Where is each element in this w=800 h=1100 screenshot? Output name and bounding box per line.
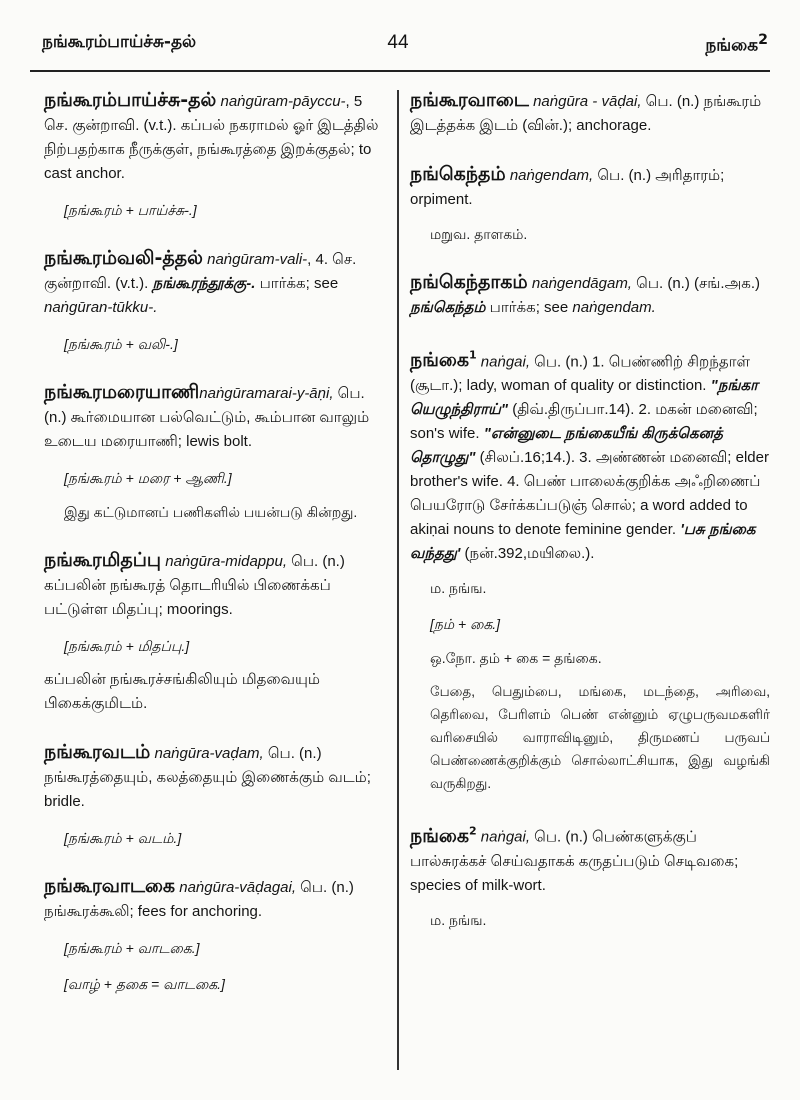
- definition-see: பார்க்க; see: [255, 275, 339, 292]
- malayalam-cognate: ம. நங்ங.: [430, 580, 487, 597]
- headword: நங்கை$^2$: [410, 824, 477, 847]
- headword: நங்கெந்தாகம்: [410, 271, 528, 293]
- etymology-secondary: [வாழ் + தகை = வாடகை.]: [64, 976, 225, 992]
- transliteration: naṅgendāgam,: [531, 275, 632, 292]
- definition-see: பார்க்க; see: [485, 299, 573, 316]
- headword: நங்கூரவடம்: [44, 741, 151, 763]
- header-right-guideword: நங்கை$^2$: [705, 32, 768, 56]
- entry-nangai-1: [410, 344, 770, 795]
- definition: பெ. (n.) கப்பலின் நங்கூரத் தொடரியில் பிணைக்கப் பட்டுள்ள மிதப்பு; moorings.: [44, 553, 345, 618]
- entry-nangendam: [410, 162, 770, 246]
- entry-nankuravadagai: [44, 874, 384, 996]
- entry-nankuravadam: [44, 740, 384, 850]
- entry-nankuramidappu: [44, 548, 384, 716]
- transliteration: naṅgūra - vāḍai,: [533, 93, 642, 110]
- entry-body: [44, 874, 384, 924]
- headword: நங்கூரம்வலி-த்தல்: [44, 247, 203, 269]
- definition: பெ. (n.) நங்கூரத்தையும், கலத்தையும் இணைக்கும் வடம்; bridle.: [44, 745, 371, 810]
- usage-note: கப்பலின் நங்கூரச்சங்கிலியும் மிதவையும் பிகைக்குமிடம்.: [44, 671, 320, 712]
- transliteration: naṅgūramarai-y-āṇi,: [199, 385, 334, 402]
- definition: , 5 செ. குன்றாவி. (v.t.). கப்பல் நகராமல் ஓர் இடத்தில் நிற்பதற்காக நீருக்குள், நங்கூரத்தை இறக்குதல்; to cast anchor.: [44, 93, 379, 182]
- etymology: [நங்கூரம் + பாய்ச்சு-.]: [64, 202, 197, 218]
- column-divider: [397, 90, 399, 1070]
- definition: (சிலப்.16;14.). 3. அண்ணன் மனைவி; elder brother's wife. 4. பெண் பாலைக்குறிக்க அஃறிணைப் பெயரோடு சேர்க்கப்படுஞ் சொல்; a word added to akiṇai nouns to denote feminine gender.: [410, 449, 769, 539]
- etymology: [நங்கூரம் + வாடகை.]: [64, 940, 200, 956]
- definition: (திவ்.திருப்பா.14). 2. மகன் மனைவி; son's wife.: [410, 401, 758, 443]
- transliteration: naṅgūra-midappu,: [165, 553, 287, 570]
- entry-nankuravadai: [410, 88, 770, 138]
- entry-body: [44, 380, 384, 454]
- transliteration: naṅgai,: [480, 828, 531, 846]
- left-column: [44, 88, 384, 1020]
- entry-nankuram-vali: [44, 246, 384, 356]
- headword: நங்கூரவாடை: [410, 89, 529, 111]
- entry-nankuramaraiyani: [44, 380, 384, 524]
- entry-nankuram-payccu: [44, 88, 384, 222]
- synonym-note: மறுவ. தாளகம்.: [430, 226, 528, 242]
- definition: பெ. (n.) பெண்களுக்குப் பால்சுரக்கச் செய்வதாகக் கருதப்படும் செடிவகை; species of milk-wort.: [410, 828, 739, 894]
- transliteration: naṅgūra-vāḍagai,: [179, 879, 297, 896]
- see-transliteration: naṅgendam.: [572, 299, 656, 316]
- see-transliteration: naṅgūran-tūkku-.: [44, 299, 158, 316]
- etymology: [நங்கூரம் + மிதப்பு.]: [64, 638, 190, 654]
- entry-body: [410, 88, 770, 138]
- entry-body: [44, 740, 384, 814]
- running-header: [28, 32, 768, 62]
- transliteration: naṅgūra-vaḍam,: [154, 745, 264, 762]
- entry-body: [44, 246, 384, 320]
- headword: நங்கெந்தம்: [410, 163, 506, 185]
- transliteration: naṅgūram-vali-: [207, 251, 308, 268]
- definition: பெ. (n.) அரிதாரம்; orpiment.: [410, 167, 725, 208]
- compare-note: ஒ.நோ. தம் + கை = தங்கை.: [430, 650, 602, 667]
- cross-reference: நங்கெந்தம்: [410, 299, 486, 316]
- headword: நங்கூரமரையாணி: [44, 381, 200, 403]
- entry-nangai-2: [410, 819, 770, 931]
- entry-nangendagam: [410, 270, 770, 320]
- homograph-number: 1: [468, 349, 477, 362]
- quotation: "என்னுடை நங்கையீங் கிருக்கெனத் தொழுது": [410, 425, 723, 467]
- entry-body: [410, 270, 770, 320]
- etymology: [நங்கூரம் + வடம்.]: [64, 830, 182, 846]
- entry-body: [44, 88, 384, 186]
- etymology: [நம் + கை.]: [430, 616, 501, 633]
- cross-reference: நங்கூரந்தூக்கு-.: [152, 275, 256, 292]
- definition: (நன்.392,மயிலை.).: [460, 545, 595, 563]
- entry-body: [44, 548, 384, 622]
- usage-note: இது கட்டுமானப் பணிகளில் பயன்படு கின்றது.: [64, 504, 358, 520]
- definition: பெ. (n.) நங்கூரம் இடத்தக்க இடம் (வின்.); anchorage.: [410, 93, 762, 134]
- definition: பெ. (n.) 1. பெண்ணிற் சிறந்தாள் (சூடா.); lady, woman of quality or distinction.: [410, 353, 751, 395]
- headword: நங்கூரமிதப்பு: [44, 549, 162, 571]
- header-rule: [30, 70, 770, 72]
- header-right-superscript: 2: [758, 32, 768, 48]
- transliteration: naṅgai,: [480, 353, 531, 371]
- usage-note: பேதை, பெதும்பை, மங்கை, மடந்தை, அரிவை, தெரிவை, பேரிளம் பெண் என்னும் ஏழுபருவமகளிர் வரிசையில் வாராவிடினும், திருமணப் பருவப் பெண்ணைக்குறிக்கும் சொல்லாட்சியாக, இது வழங்கி வருகிறது.: [430, 684, 770, 792]
- headword: நங்கை$^1$: [410, 349, 477, 372]
- right-column: [410, 88, 770, 956]
- quotation: "நங்கா யெழுந்திராய்": [410, 377, 758, 419]
- homograph-number: 2: [468, 824, 477, 838]
- entry-body: [410, 162, 770, 212]
- headword: நங்கூரம்பாய்ச்சு-தல்: [44, 89, 217, 111]
- definition: பெ. (n.) (சங்.அக.): [631, 275, 761, 292]
- header-left-guideword: நங்கூரம்பாய்ச்சு-தல்: [42, 32, 197, 52]
- headword: நங்கூரவாடகை: [44, 875, 176, 897]
- quotation: 'பசு நங்கை வந்தது': [410, 521, 756, 563]
- transliteration: naṅgūram-pāyccu-: [220, 93, 346, 110]
- page-number: 44: [387, 32, 409, 53]
- definition: பெ. (n.) நங்கூரக்கூலி; fees for anchoring.: [44, 879, 354, 920]
- transliteration: naṅgendam,: [509, 167, 594, 184]
- entry-body: [410, 819, 770, 897]
- definition: பெ. (n.) கூர்மையான பல்வெட்டும், கூம்பான வாலும் உடைய மரையாணி; lewis bolt.: [44, 385, 370, 450]
- etymology: [நங்கூரம் + மரை + ஆணி.]: [64, 470, 232, 486]
- entry-body: [410, 344, 770, 566]
- etymology: [நங்கூரம் + வலி-.]: [64, 336, 178, 352]
- definition: , 4. செ. குன்றாவி. (v.t.).: [44, 251, 357, 292]
- malayalam-cognate: ம. நங்ங.: [430, 911, 487, 928]
